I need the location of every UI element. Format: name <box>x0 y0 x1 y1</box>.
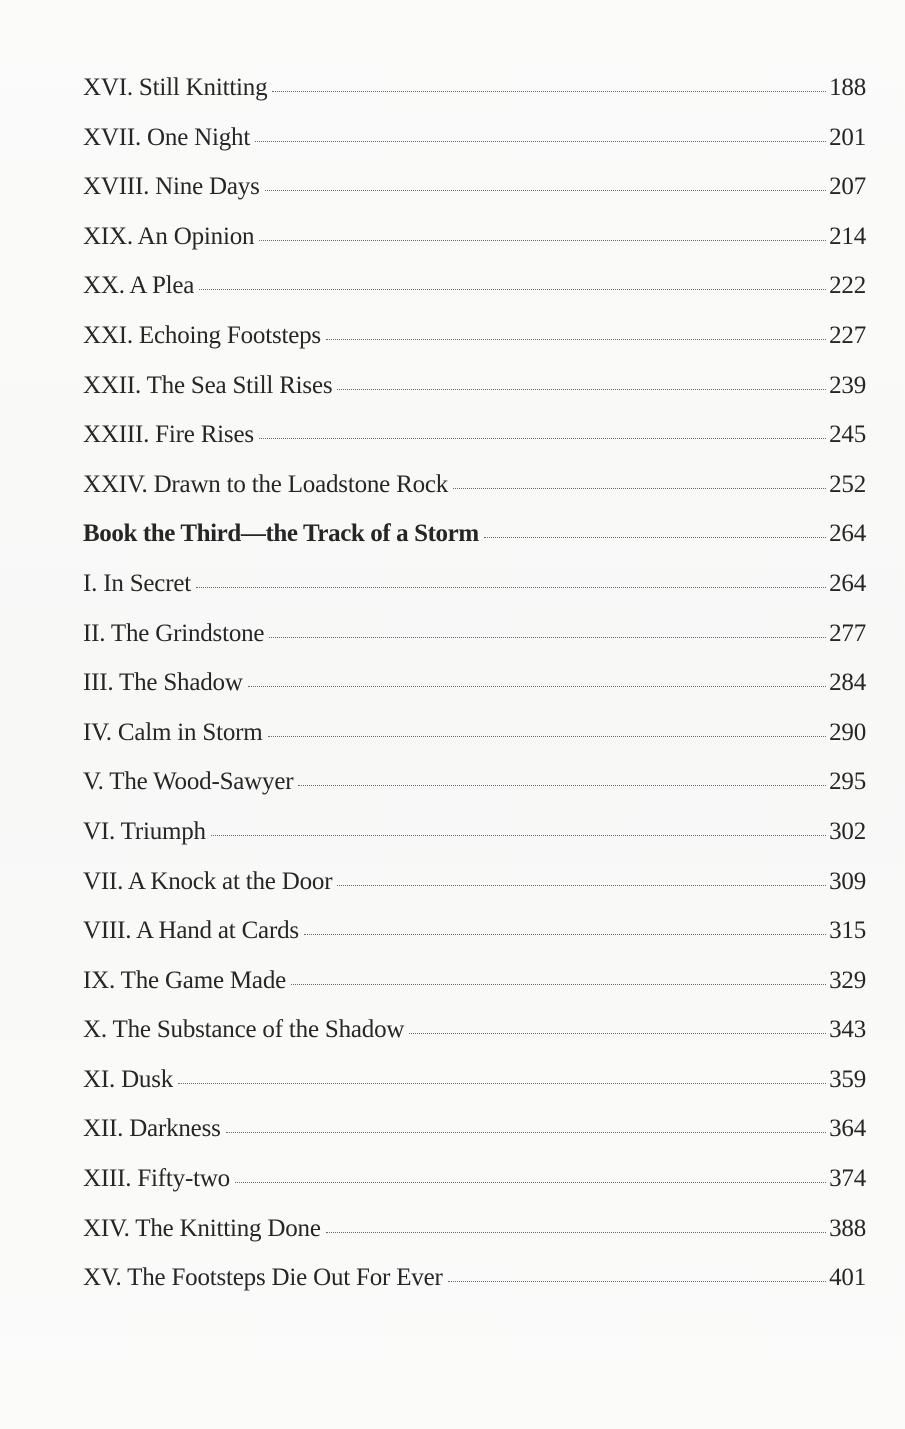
toc-entry-title: XXIII. Fire Rises <box>83 421 254 449</box>
toc-entry <box>83 967 866 1017</box>
toc-entry-page-number: 214 <box>829 222 866 250</box>
toc-entry-page-number: 329 <box>829 966 866 994</box>
dot-leader <box>326 335 826 340</box>
toc-entry-title: III. The Shadow <box>83 669 243 697</box>
toc-entry <box>83 223 866 273</box>
dot-leader <box>272 87 826 92</box>
toc-entry-page-number: 364 <box>829 1115 866 1143</box>
toc-entry-title: X. The Substance of the Shadow <box>83 1016 405 1044</box>
toc-entry-page-number: 277 <box>829 619 866 647</box>
dot-leader <box>291 980 826 985</box>
dot-leader <box>248 682 826 687</box>
toc-entry <box>83 372 866 422</box>
toc-entry <box>83 471 866 521</box>
dot-leader <box>453 484 826 489</box>
dot-leader <box>337 385 826 390</box>
toc-entry-page-number: 290 <box>829 718 866 746</box>
toc-entry-title: VIII. A Hand at Cards <box>83 917 299 945</box>
toc-entry-title: II. The Grindstone <box>83 619 265 647</box>
dot-leader <box>199 285 826 290</box>
toc-entry-page-number: 374 <box>829 1165 866 1193</box>
toc-entry <box>83 1264 866 1314</box>
toc-entry <box>83 421 866 471</box>
toc-entry-page-number: 295 <box>829 768 866 796</box>
dot-leader <box>448 1277 826 1282</box>
toc-entry <box>83 1215 866 1265</box>
toc-entry-title: V. The Wood-Sawyer <box>83 768 294 796</box>
toc-entry <box>83 669 866 719</box>
toc-entry-page-number: 284 <box>829 669 866 697</box>
toc-entry-page-number: 264 <box>829 520 866 548</box>
toc-entry <box>83 272 866 322</box>
dot-leader <box>484 533 826 538</box>
toc-entry-title: VI. Triumph <box>83 817 206 845</box>
toc-entry-page-number: 401 <box>829 1264 866 1292</box>
toc-entry-page-number: 239 <box>829 371 866 399</box>
toc-entry <box>83 768 866 818</box>
dot-leader <box>259 434 826 439</box>
toc-entry <box>83 719 866 769</box>
dot-leader <box>259 236 826 241</box>
toc-entry-title: XXI. Echoing Footsteps <box>83 321 321 349</box>
dot-leader <box>255 137 826 142</box>
toc-entry-title: XXIV. Drawn to the Loadstone Rock <box>83 470 449 498</box>
toc-entry-title: XIV. The Knitting Done <box>83 1214 321 1242</box>
toc-entry-page-number: 359 <box>829 1065 866 1093</box>
toc-entry-page-number: 227 <box>829 321 866 349</box>
toc-entry-title: XVIII. Nine Days <box>83 173 260 201</box>
toc-entry-page-number: 388 <box>829 1214 866 1242</box>
toc-entry <box>83 74 866 124</box>
dot-leader <box>265 186 826 191</box>
toc-entry <box>83 818 866 868</box>
toc-entry <box>83 620 866 670</box>
toc-entry-title: XIX. An Opinion <box>83 222 255 250</box>
toc-entry-title: XIII. Fifty-two <box>83 1165 230 1193</box>
toc-entry-title: Book the Third—the Track of a Storm <box>83 520 479 548</box>
toc-entry-page-number: 309 <box>829 867 866 895</box>
dot-leader <box>211 831 826 836</box>
toc-entry <box>83 1115 866 1165</box>
dot-leader <box>326 1228 826 1233</box>
dot-leader <box>269 633 826 638</box>
dot-leader <box>178 1079 826 1084</box>
table-of-contents <box>83 74 866 1314</box>
toc-entry <box>83 124 866 174</box>
toc-entry-page-number: 188 <box>829 74 866 101</box>
toc-entry <box>83 1066 866 1116</box>
toc-entry-page-number: 264 <box>829 569 866 597</box>
toc-entry-title: XV. The Footsteps Die Out For Ever <box>83 1264 443 1292</box>
toc-entry <box>83 322 866 372</box>
toc-entry-page-number: 343 <box>829 1016 866 1044</box>
toc-entry-title: XVII. One Night <box>83 123 251 151</box>
toc-entry-page-number: 201 <box>829 123 866 151</box>
dot-leader <box>226 1128 826 1133</box>
toc-entry <box>83 868 866 918</box>
toc-entry-page-number: 302 <box>829 817 866 845</box>
toc-entry-title: XI. Dusk <box>83 1065 174 1093</box>
toc-entry-page-number: 252 <box>829 470 866 498</box>
toc-section-heading <box>83 520 866 570</box>
dot-leader <box>304 930 826 935</box>
dot-leader <box>235 1178 826 1183</box>
dot-leader <box>196 583 826 588</box>
dot-leader <box>409 1029 826 1034</box>
toc-entry-page-number: 245 <box>829 421 866 449</box>
toc-entry <box>83 917 866 967</box>
toc-entry-title: IV. Calm in Storm <box>83 718 263 746</box>
toc-entry-title: XVI. Still Knitting <box>83 74 268 101</box>
toc-entry-title: XII. Darkness <box>83 1115 221 1143</box>
toc-entry-page-number: 222 <box>829 272 866 300</box>
toc-entry-page-number: 207 <box>829 173 866 201</box>
toc-entry-title: XXII. The Sea Still Rises <box>83 371 333 399</box>
toc-entry <box>83 1165 866 1215</box>
toc-entry-page-number: 315 <box>829 917 866 945</box>
dot-leader <box>298 781 826 786</box>
toc-entry-title: VII. A Knock at the Door <box>83 867 333 895</box>
toc-entry <box>83 570 866 620</box>
toc-entry-title: IX. The Game Made <box>83 966 287 994</box>
dot-leader <box>268 732 827 737</box>
toc-entry-title: I. In Secret <box>83 569 191 597</box>
toc-entry <box>83 173 866 223</box>
toc-entry <box>83 1016 866 1066</box>
toc-entry-title: XX. A Plea <box>83 272 195 300</box>
dot-leader <box>337 881 826 886</box>
